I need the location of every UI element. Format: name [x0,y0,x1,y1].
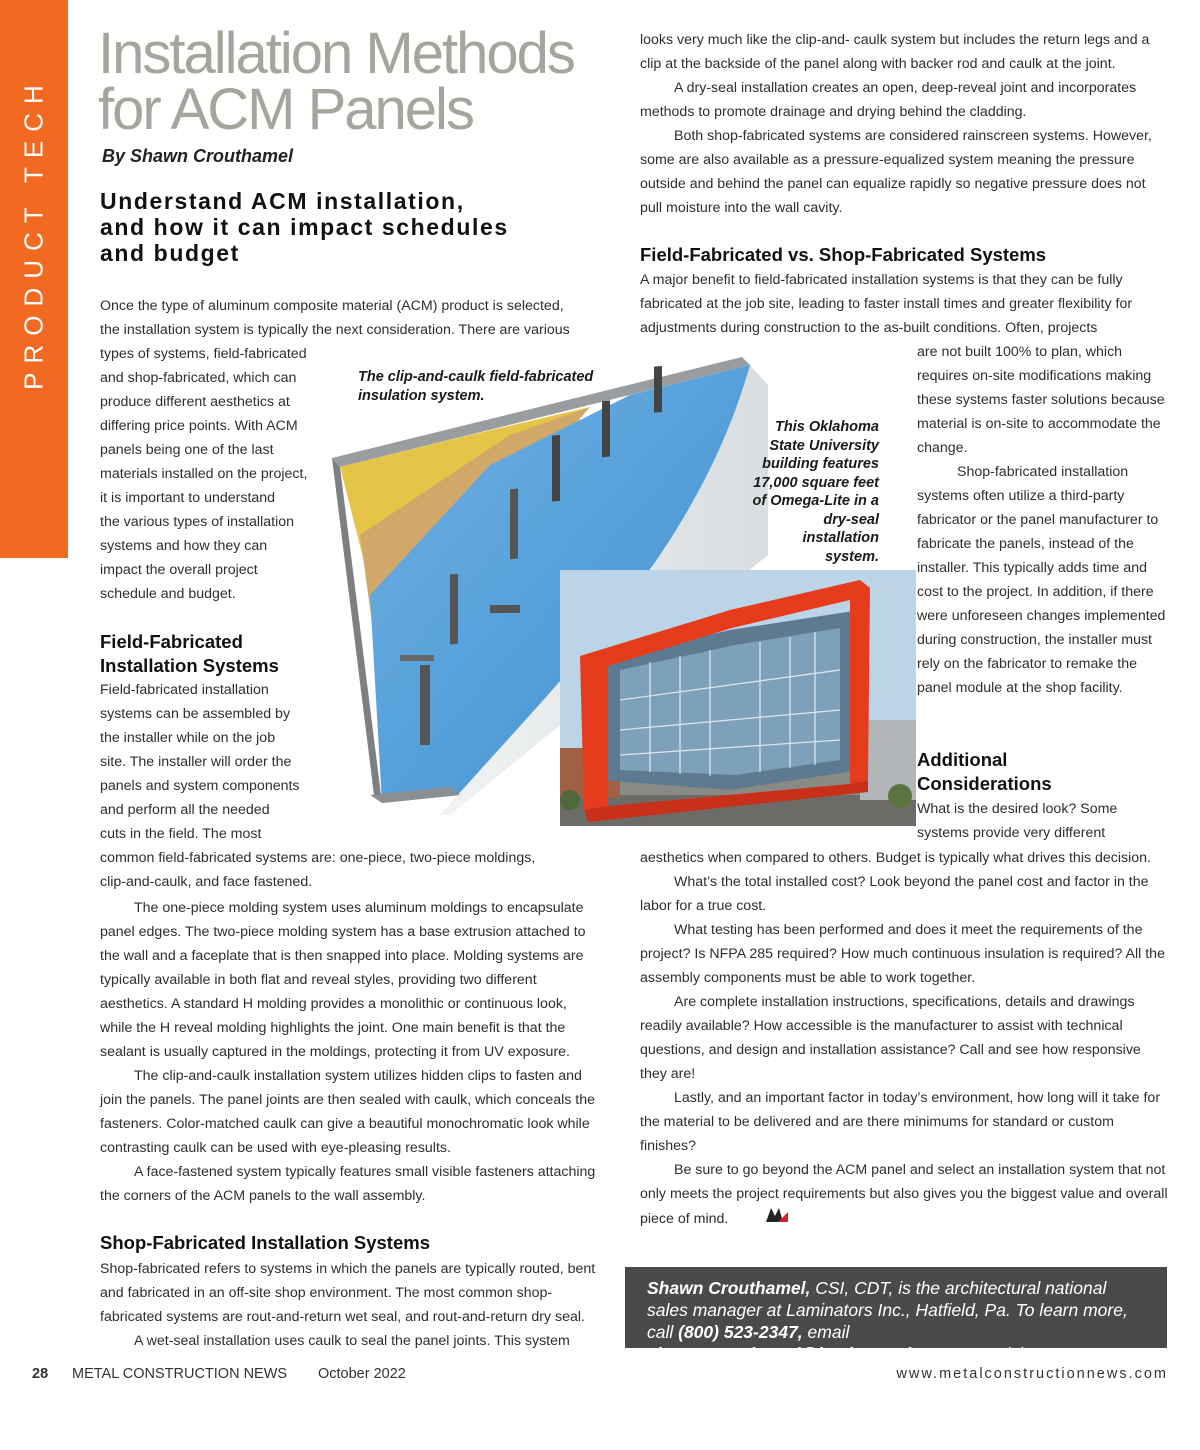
intro-paragraph [100,294,600,342]
field-narrow-line: panels and system components [100,778,300,794]
field-narrow-line: cuts in the field. The most [100,826,262,842]
left-column-body [100,846,600,1208]
paragraph-molding: The one-piece molding system uses aluminum moldings to encapsulate panel edges. The two-piece molding system has a base extrusion attached to the wall and a faceplate that is then snapped into place. Molding systems are typically available in both flat and reveal styles, providing two different aesthetics. A standard H molding provides a monolithic or continuous look, while the H reveal molding highlights the joint. One main benefit is that the sealant is usually captured in the moldings, protecting it from UV exposure. [100,900,586,1060]
intro-narrow-line: produce different aesthetics at [100,394,290,410]
paragraph-beyond-text: Be sure to go beyond the ACM panel and select an installation system that not only meets the project requirements but also gives you the biggest value and overall piece of mind. [640,1162,1168,1227]
intro-line-2: the installation system is typically the next consideration. There are various [100,322,570,338]
heading-additional-line-1: Additional [917,749,1008,770]
intro-narrow-line: materials installed on the project, [100,466,308,482]
paragraph-dry-seal: A dry-seal installation creates an open, deep-reveal joint and incorporates methods to promote drainage and drying behind the cladding. [640,80,1137,120]
article-title-line-1: Installation Methods [98,21,574,86]
intro-narrow-line: types of systems, field-fabricated [100,346,307,362]
intro-narrow-block [100,342,330,606]
intro-narrow-line: it is important to understand [100,490,276,506]
right-column-top [640,28,1168,220]
article-title-line-2: for ACM Panels [98,77,473,142]
paragraph-shop: Shop-fabricated refers to systems in which the panels are typically routed, bent and fabricated in an off-site shop environment. The most common shop-fabricated systems are rout-and-return wet seal, and rout-and-return dry seal. [100,1261,596,1325]
paragraph-clip-caulk: The clip-and-caulk installation system utilizes hidden clips to fasten and join the panels. The panel joints are then sealed with caulk, which conceals the fasteners. Color-matched caulk can give a beautiful monochromatic look while contrasting caulk can be used with eye-pleasing results. [100,1068,596,1156]
field-narrow-line: Field-fabricated installation [100,682,269,698]
intro-narrow-line: the various types of installation [100,514,295,530]
caption-clip-caulk: The clip-and-caulk field-fabricated insulation system. [358,369,594,404]
intro-narrow-line: differing price points. With ACM [100,418,298,434]
shop-body [100,1257,600,1353]
paragraph-wet-seal: A wet-seal installation uses caulk to seal the panel joints. This system [134,1333,570,1349]
heading-field-fabricated [100,630,279,678]
right-column-bottom [640,846,1168,1232]
heading-additional-considerations [917,748,1052,796]
paragraph-major-continued: are not built 100% to plan, which requires on-site modifications making these systems faster solutions because material is on-site to accommodate the change. [917,344,1165,456]
issue-date: October 2022 [318,1366,406,1382]
bio-email-link[interactable]: shawn.crouthamel@laminatorsinc.com [647,1344,973,1364]
magazine-name: METAL CONSTRUCTION NEWS [72,1366,288,1382]
intro-narrow-line: schedule and budget. [100,586,236,602]
osu-building-photo [560,570,916,826]
bio-phone: (800) 523-2347, [678,1322,803,1342]
bio-text-2: email [802,1322,850,1342]
paragraph-look-wide: aesthetics when compared to others. Budget is typically what drives this decision. [640,850,1152,866]
heading-field-line-1: Field-Fabricated [100,631,243,652]
paragraph-instructions: Are complete installation instructions, specifications, details and drawings readily available? How accessible is the manufacturer to assist with technical questions, and design and installation assistance? Call and see how responsive they are! [640,994,1141,1082]
field-narrow-line: site. The installer will order the [100,754,292,770]
field-narrow-line: and perform all the needed [100,802,270,818]
subtitle-line-2: and how it can impact schedules [100,214,509,240]
paragraph-shop-utilize: Shop-fabricated installation systems often utilize a third-party fabricator or the panel manufacturer to fabricate the panels, instead of the installer. This typically adds time and cost to the project. In addition, if there were unforeseen changes implemented during construction, the installer must rely on the fabricator to remake the panel module at the shop facility. [917,464,1166,696]
paragraph-major-benefit: A major benefit to field-fabricated installation systems is that they can be fully fabricated at the job site, leading to faster install times and greater flexibility for adjustments during construction to the as-built conditions. Often, projects [640,272,1133,336]
intro-narrow-line: impact the overall project [100,562,258,578]
heading-additional-line-2: Considerations [917,773,1052,794]
bio-text-3: or visit [972,1344,1028,1364]
intro-line-1: Once the type of aluminum composite material (ACM) product is selected, [100,298,564,314]
footer-website-link[interactable]: www.metalconstructionnews.com [896,1366,1168,1382]
field-narrow-line: systems can be assembled by [100,706,291,722]
page-number: 28 [32,1366,49,1382]
paragraph-total-cost: What’s the total installed cost? Look beyond the panel cost and factor in the labor for a true cost. [640,874,1149,914]
heading-shop-fabricated: Shop-Fabricated Installation Systems [100,1232,430,1253]
end-mark-logo [730,1206,790,1232]
field-narrow-line: the installer while on the job [100,730,276,746]
caption-osu-building: This Oklahoma State University building features 17,000 square feet of Omega-Lite in a dry-seal installation system. [752,419,879,565]
paragraph-continued: looks very much like the clip-and- caulk system but includes the return legs and a clip at the backside of the panel along with backer rod and caulk at the joint. [640,32,1150,72]
heading-field-vs-shop: Field-Fabricated vs. Shop-Fabricated Systems [640,244,1047,265]
section-tab-label: PRODUCT TECH [18,76,49,390]
paragraph-look-narrow: What is the desired look? Some systems provide very different [917,801,1118,841]
subtitle-line-1: Understand ACM installation, [100,188,465,214]
paragraph-testing: What testing has been performed and does it meet the requirements of the project? Is NFPA 285 required? How much continuous insulation is required? All the assembly components must be able to work together. [640,922,1165,986]
field-narrow-block [100,678,340,846]
field-wide-line-1: common field-fabricated systems are: one-piece, two-piece moldings, [100,850,536,866]
field-wide-line-2: clip-and-caulk, and face fastened. [100,874,313,890]
intro-narrow-line: and shop-fabricated, which can [100,370,297,386]
paragraph-beyond [640,1158,1168,1232]
section-tab [0,0,68,558]
byline: By Shawn Crouthamel [102,146,294,166]
article-title [98,21,628,142]
article-subtitle [100,188,630,266]
bio-name: Shawn Crouthamel, [647,1278,811,1298]
intro-narrow-line: panels being one of the last [100,442,274,458]
bio-website-link[interactable]: www.laminatorsinc.com. [647,1366,852,1386]
paragraph-rainscreen: Both shop-fabricated systems are considered rainscreen systems. However, some are also available as a pressure-equalized system meaning the pressure outside and behind the panel can equalize rapidly so negative pressure does not pull moisture into the wall cavity. [640,128,1152,216]
subtitle-line-3: and budget [100,240,240,266]
paragraph-lastly: Lastly, and an important factor in today’s environment, how long will it take for the material to be delivered and are there minimums for standard or custom finishes? [640,1090,1161,1154]
figure-osu-building [560,570,916,826]
right-narrow-column [917,340,1169,700]
paragraph-face-fastened: A face-fastened system typically features small visible fasteners attaching the corners of the ACM panels to the wall assembly. [100,1164,596,1204]
bio-text-1: CSI, CDT, is the architectural national sales manager at Laminators Inc., Hatfield, Pa. To learn more, call [647,1278,1128,1342]
intro-narrow-line: systems and how they can [100,538,268,554]
heading-field-line-2: Installation Systems [100,655,279,676]
